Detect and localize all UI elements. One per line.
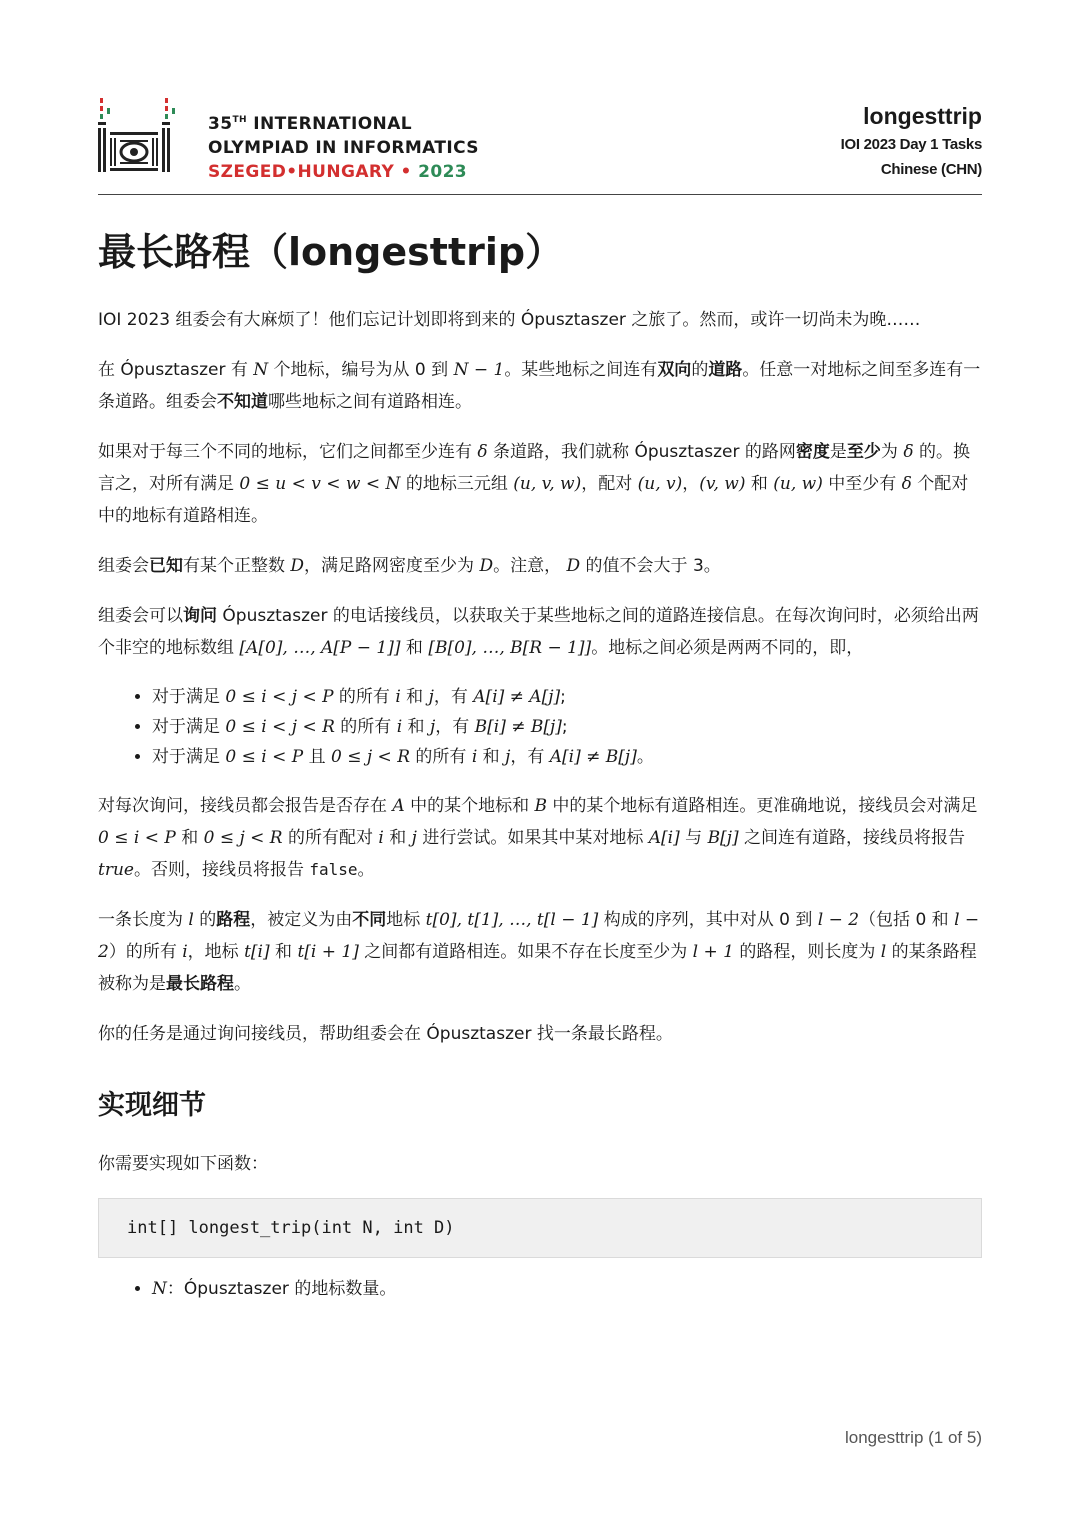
task-statement (98, 226, 982, 1322)
trip-definition-paragraph: 一条长度为 l 的路程，被定义为由不同地标 t[0], t[1], …, t[l − 1] 构成的序列，其中对从 0 到 l − 2（包括 0 和 l − 2）的所有 i，地标 t[i] 和 t[i + 1] 之间都有道路相连。如果不存在长度至少为 l + 1 的路程，则长度为 l 的某条路程被称为是最长路程。 (98, 910, 980, 994)
implementation-section-title: 实现细节 (98, 1090, 206, 1121)
language-label: Chinese (CHN) (880, 161, 982, 178)
query-paragraph: 组委会可以询问 Ópusztaszer 的电话接线员，以获取关于某些地标之间的道路连接信息。在每次询问时，必须给出两个非空的地标数组 [A[0], …, A[P − 1]] 和 [B[0], …, B[R − 1]]。地标之间必须是两两不同的，即， (98, 606, 979, 658)
list-item: • 对于满足 0 ≤ i < j < P 的所有 i 和 j，有 A[i] ≠ A[j]; (152, 682, 982, 712)
task-name: longesttrip (863, 103, 982, 129)
contest-label: IOI 2023 Day 1 Tasks (840, 136, 982, 153)
list-item: • N：Ópusztaszer 的地标数量。 (152, 1274, 982, 1304)
task-goal-paragraph: 你的任务是通过询问接线员，帮助组委会在 Ópusztaszer 找一条最长路程。 (98, 1024, 673, 1044)
olympiad-logo-text: 35TH INTERNATIONAL OLYMPIAD IN INFORMATICS SZEGED•HUNGARY • 2023 (208, 114, 479, 182)
page-title: 最长路程（longesttrip） (98, 230, 564, 274)
page-header (98, 96, 982, 195)
distinctness-list (98, 682, 982, 772)
list-item: • 对于满足 0 ≤ i < j < R 的所有 i 和 j，有 B[i] ≠ B[j]; (152, 712, 982, 742)
intro-paragraph: IOI 2023 组委会有大麻烦了！他们忘记计划即将到来的 Ópusztaszer 之旅了。然而，或许一切尚未为晚…… (98, 310, 921, 330)
density-paragraph: 如果对于每三个不同的地标，它们之间都至少连有 δ 条道路，我们就称 Ópusztaszer 的路网密度是至少为 δ 的。换言之，对所有满足 0 ≤ u < v < w < N 的地标三元组 (u, v, w)，配对 (u, v)，(v, w) 和 (u, w) 中至少有 δ 个配对中的地标有道路相连。 (98, 442, 970, 526)
ioi-logo-icon (98, 96, 178, 176)
task-info (841, 100, 982, 182)
landmarks-paragraph: 在 Ópusztaszer 有 N 个地标，编号为从 0 到 N − 1。某些地标之间连有双向的道路。任意一对地标之间至多连有一条道路。组委会不知道哪些地标之间有道路相连。 (98, 360, 981, 412)
list-item: • 对于满足 0 ≤ i < P 且 0 ≤ j < R 的所有 i 和 j，有 A[i] ≠ B[j]。 (152, 742, 982, 772)
function-signature-code: int[] longest_trip(int N, int D) (98, 1198, 982, 1258)
page-footer: longesttrip (1 of 5) (844, 1428, 982, 1447)
parameter-list (98, 1274, 982, 1304)
report-paragraph: 对每次询问，接线员都会报告是否存在 A 中的某个地标和 B 中的某个地标有道路相连。更准确地说，接线员会对满足 0 ≤ i < P 和 0 ≤ j < R 的所有配对 i 和 j 进行尝试。如果其中某对地标 A[i] 与 B[j] 之间连有道路，接线员将报告 true。否则，接线员将报告 false。 (98, 796, 978, 880)
implementation-intro: 你需要实现如下函数： (98, 1154, 268, 1174)
known-density-paragraph: 组委会已知有某个正整数 D，满足路网密度至少为 D。注意， D 的值不会大于 3。 (98, 556, 721, 576)
